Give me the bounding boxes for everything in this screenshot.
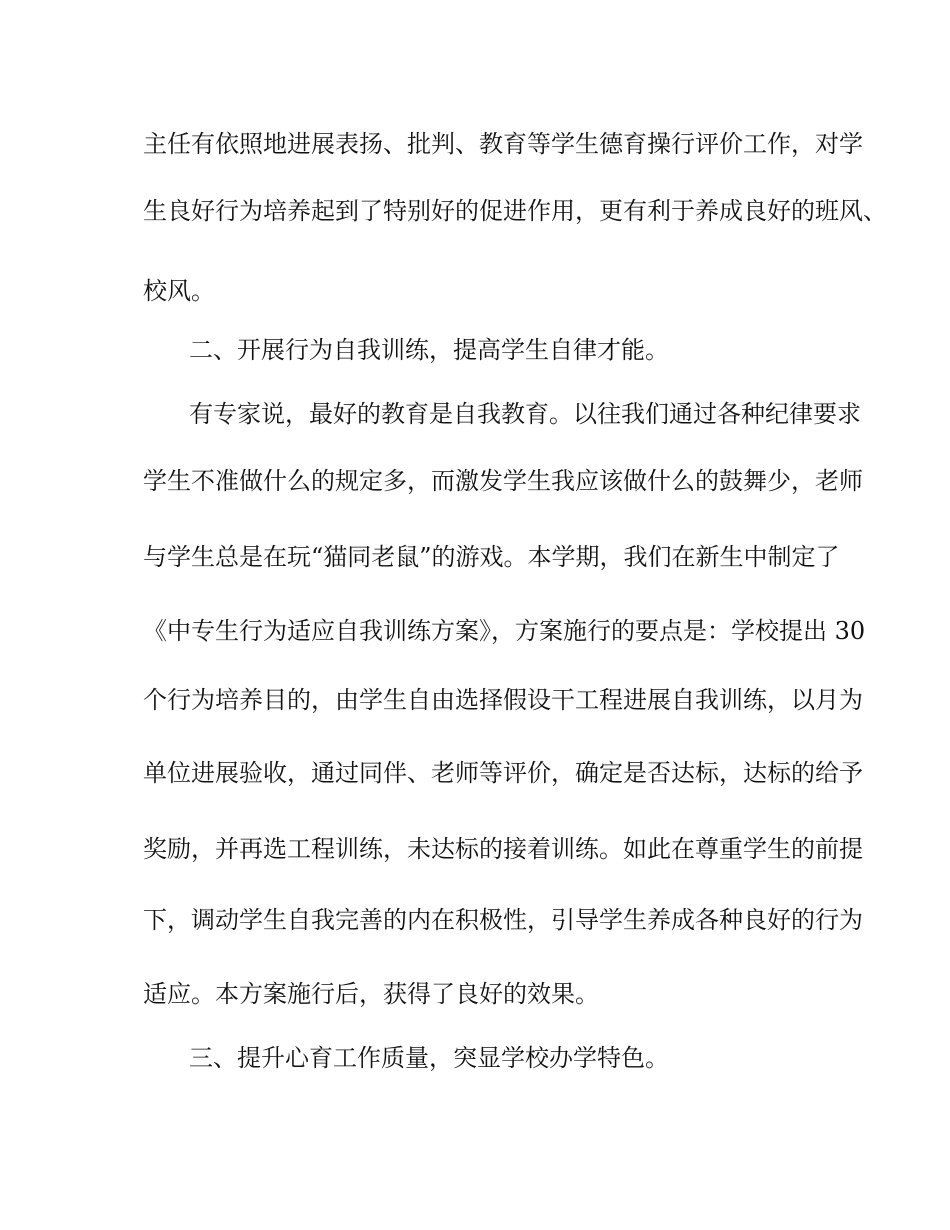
paragraph-line: 单位进展验收，通过同伴、老师等评价，确定是否达标，达标的给予: [143, 759, 863, 787]
paragraph-line: 适应。本方案施行后，获得了良好的效果。: [143, 980, 599, 1008]
paragraph-line: 主任有依照地进展表扬、批判、教育等学生德育操行评价工作，对学: [143, 130, 863, 158]
paragraph-line: 生良好行为培养起到了特别好的促进作用，更有利于养成良好的班风、: [143, 197, 887, 225]
paragraph-line: 与学生总是在玩“猫同老鼠”的游戏。本学期，我们在新生中制定了: [143, 543, 840, 571]
paragraph-line: 奖励，并再选工程训练，未达标的接着训练。如此在尊重学生的前提: [143, 835, 863, 863]
paragraph-line: 学生不准做什么的规定多，而激发学生我应该做什么的鼓舞少，老师: [143, 467, 863, 495]
section-heading: 三、提升心育工作质量，突显学校办学特色。: [189, 1044, 669, 1072]
section-heading: 二、开展行为自我训练，提高学生自律才能。: [189, 336, 669, 364]
paragraph-line: 《中专生行为适应自我训练方案》，方案施行的要点是：学校提出 30: [143, 617, 866, 645]
paragraph-line: 校风。: [143, 277, 215, 305]
paragraph-line: 个行为培养目的，由学生自由选择假设干工程进展自我训练，以月为: [143, 686, 863, 714]
paragraph-line: 有专家说，最好的教育是自我教育。以往我们通过各种纪律要求: [189, 400, 861, 428]
paragraph-line: 下，调动学生自我完善的内在积极性，引导学生养成各种良好的行为: [143, 906, 863, 934]
